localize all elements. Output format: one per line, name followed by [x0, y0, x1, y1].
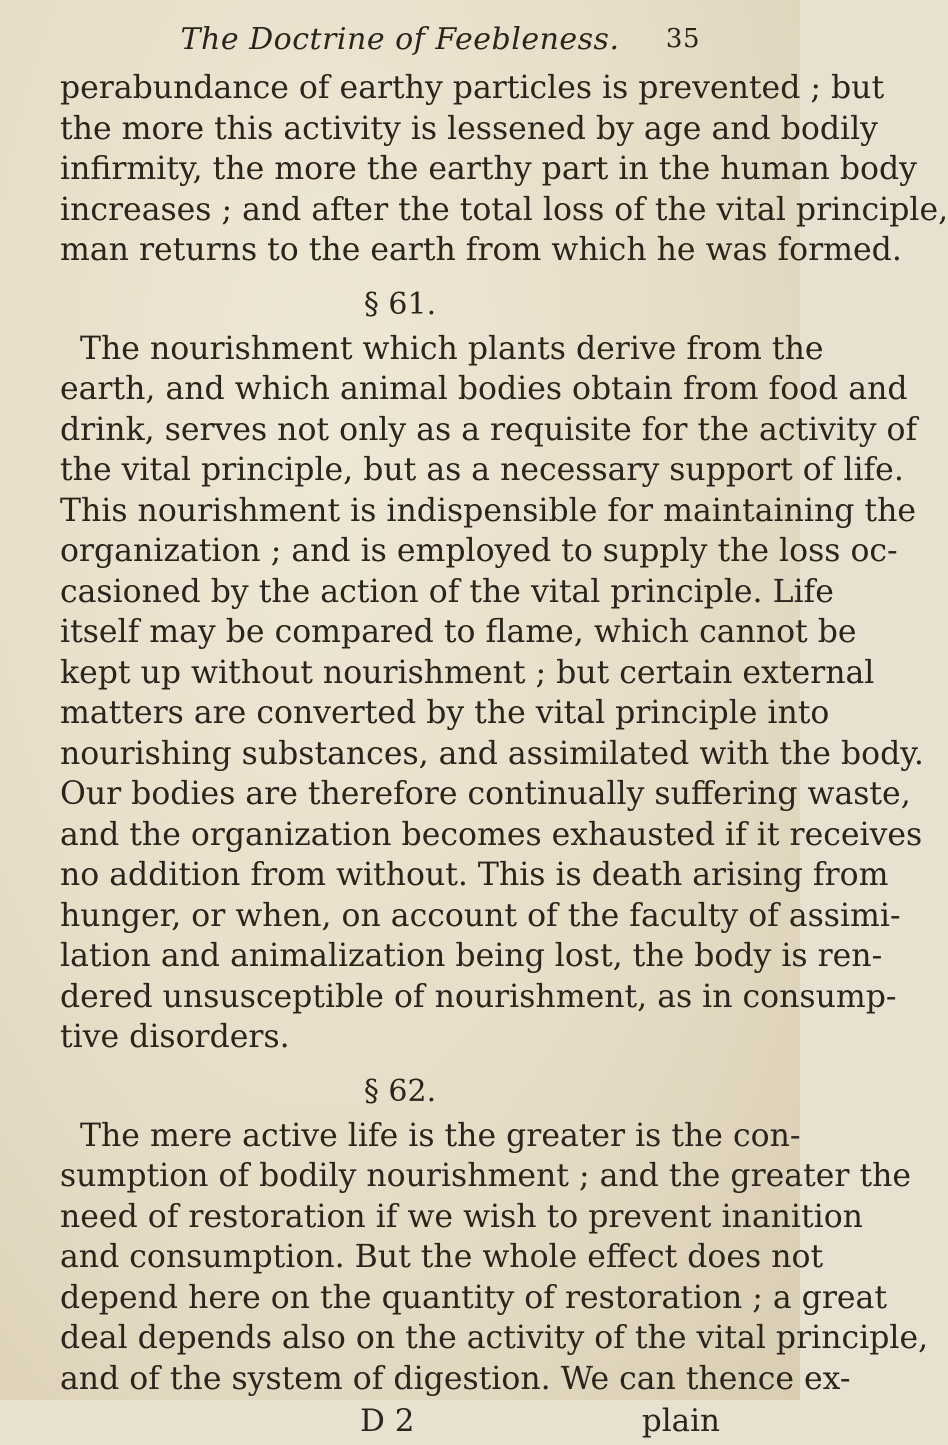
text-line: matters are converted by the vital principle into [60, 695, 830, 731]
paragraph-continuation [60, 68, 948, 271]
text-line: man returns to the earth from which he was formed. [60, 232, 902, 268]
page-header [60, 18, 740, 62]
text-line: tive disorders. [60, 1019, 290, 1055]
text-line: infirmity, the more the earthy part in the human body [60, 151, 917, 187]
section-heading-62: § 62. [363, 1073, 437, 1109]
text-line: kept up without nourishment ; but certain external [60, 654, 875, 691]
running-title: The Doctrine of Feebleness. [180, 22, 620, 57]
section-62-body [60, 1116, 929, 1400]
page-number: 35 [665, 24, 700, 54]
text-line: the vital principle, but as a necessary support of life. [60, 452, 904, 488]
section-heading-61: § 61. [363, 286, 437, 322]
section-61-body [60, 329, 924, 1058]
text-line: no addition from without. This is death arising from [60, 857, 889, 893]
text-line: increases ; and after the total loss of the vital principle, [60, 191, 948, 228]
text-line: itself may be compared to flame, which cannot be [60, 614, 857, 650]
text-line: organization ; and is employed to supply the loss oc- [60, 533, 898, 569]
text-line: depend here on the quantity of restoration ; a great [60, 1279, 887, 1316]
text-line: and of the system of digestion. We can thence ex- [60, 1360, 851, 1397]
text-line: deal depends also on the activity of the vital principle, [60, 1320, 929, 1356]
text-line: casioned by the action of the vital principle. Life [60, 573, 834, 610]
catchword: plain [641, 1403, 720, 1439]
text-line: and the organization becomes exhausted if it receives [60, 816, 923, 853]
text-line: drink, serves not only as a requisite for the activity of [60, 411, 918, 448]
text-line: lation and animalization being lost, the body is ren- [60, 938, 883, 974]
signature-mark: D 2 [360, 1403, 415, 1439]
text-line: dered unsusceptible of nourishment, as in consump- [60, 978, 897, 1015]
text-line: nourishing substances, and assimilated with the body. [60, 735, 924, 772]
text-line: and consumption. But the whole effect does not [60, 1239, 824, 1275]
text-line: hunger, or when, on account of the faculty of assimi- [60, 897, 901, 934]
text-line: earth, and which animal bodies obtain from food and [60, 371, 908, 407]
page-footer [60, 1401, 740, 1445]
text-line: sumption of bodily nourishment ; and the greater the [60, 1158, 912, 1194]
text-line: The nourishment which plants derive from the [80, 330, 824, 367]
text-line: Our bodies are therefore continually suffering waste, [60, 776, 911, 812]
text-line: This nourishment is indispensible for maintaining the [60, 492, 917, 529]
text-line: The mere active life is the greater is the con- [80, 1117, 801, 1154]
text-line: need of restoration if we wish to prevent inanition [60, 1198, 863, 1235]
text-line: perabundance of earthy particles is prevented ; but [60, 70, 885, 106]
text-line: the more this activity is lessened by age and bodily [60, 110, 878, 147]
